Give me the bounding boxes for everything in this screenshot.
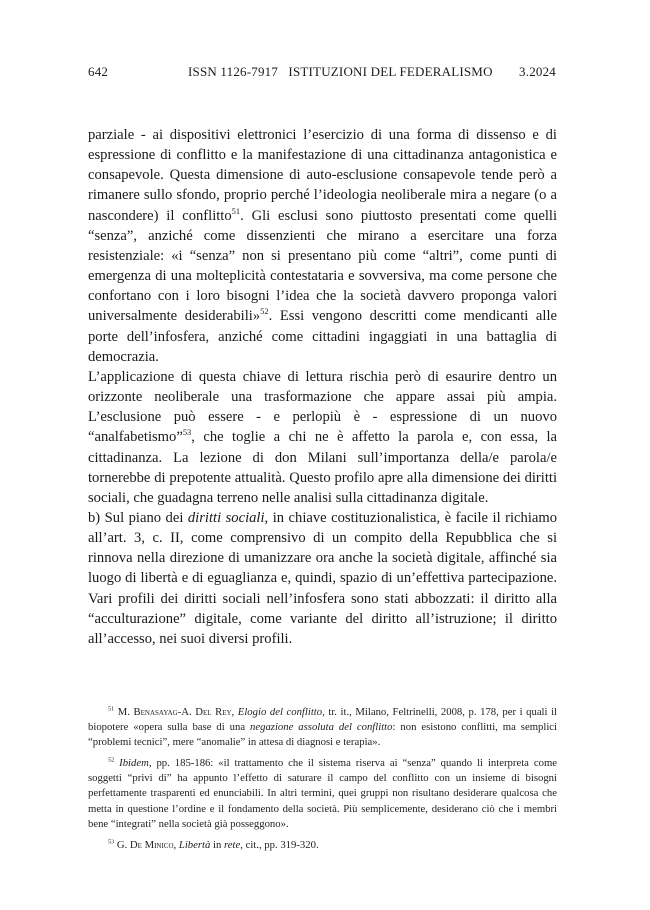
footnotes [88, 705, 557, 859]
issue-number: 3.2024 [519, 64, 556, 79]
footnote-text: : non esistono conflitti, ma semplici “problemi tecnici”, mere “anomalie” in attesa di diagnosi e terapia». [88, 721, 557, 749]
footnote-text: , cit., pp. 319-320. [240, 838, 319, 851]
footnote-ref-53: 53 [182, 427, 192, 438]
footnote-51 [88, 705, 557, 750]
p1-text-a: parziale - ai dispositivi elettronici l’esercizio di una forma di dissenso e di espressione di conflitto e la manifestazione di una cittadinanza antagonistica e consapevole. Questa dimensione di auto-esclusione consapevole tende però a rimanere sullo sfondo, proprio perché l’ideologia neoliberale mira a negare (o a nascondere) il conflitto [88, 127, 557, 224]
footnote-ref-51: 51 [231, 205, 241, 216]
footnote-number: 53 [108, 838, 115, 846]
main-text [88, 125, 557, 649]
p1-text-c: . Essi vengono descritti come mendicanti alle porte dell’infosfera, anziché come cittadini ingaggiati in una battaglia di democrazia. [88, 308, 557, 365]
footnote-52 [88, 756, 557, 831]
footnote-text: , tr. it., Milano, Feltrinelli, 2008, p. 178, per i quali il biopotere «opera sulla base di una [88, 706, 558, 734]
footnote-number: 52 [108, 756, 115, 764]
paragraph-1 [88, 125, 557, 367]
p3-emphasis: diritti sociali [187, 509, 265, 526]
p3-text-a: b) Sul piano dei [88, 509, 188, 526]
paragraph-2 [88, 367, 557, 508]
footnote-emphasis: negazione assoluta del conflitto [250, 721, 393, 734]
footnote-author: G. De Minico [116, 838, 174, 851]
footnote-ref-52: 52 [260, 306, 269, 317]
footnote-title: Libertà [178, 838, 211, 851]
running-header [88, 64, 556, 84]
page-number: 642 [88, 64, 109, 79]
footnote-title: Elogio del conflitto [237, 706, 323, 718]
footnote-author: M. Benasayag-A. Del Rey [117, 706, 232, 718]
p3-text-b: , in chiave costituzionalistica, è facile il richiamo all’art. 3, c. II, come comprensivo di un compito della Repubblica che si rinnova nella direzione di umanizzare ora anche la società digitale, affinché sia luogo di libertà e di eguaglianza e, quindi, spazio di un’effettiva partecipazione. Vari profili dei diritti sociali nell’infosfera sono stati abbozzati: il diritto alla “acculturazione” digitale, come variante del diritto all’istruzione; il diritto all’accesso, nei suoi diversi profili. [88, 509, 557, 647]
footnote-title: Ibidem [119, 757, 149, 770]
paragraph-3 [88, 508, 557, 649]
footnote-separator: , [231, 706, 238, 718]
p1-text-b: . Gli esclusi sono piuttosto presentati come quelli “senza”, anziché come dissenzienti che mirano a esercitare una forza resistenziale: «i “senza” non si presentano più come “altri”, come punti di emergenza di una molteplicità contestataria e sovversiva, ma come persone che confortano con i loro bisogni l’idea che la società davvero proponga valori universalmente desiderabili» [88, 207, 557, 325]
footnote-number: 51 [108, 705, 115, 713]
journal-title: ISSN 1126-7917 ISTITUZIONI DEL FEDERALISMO [188, 64, 493, 79]
footnote-53 [88, 838, 557, 853]
p2-text-b: , che toglie a chi ne è affetto la parola e, con essa, la cittadinanza. La lezione di don Milani sull’importanza della/e parola/e tornerebbe di prepotente attualità. Questo profilo apre alla dimensione dei diritti sociali, che guadagna terreno nelle analisi sulla cittadinanza digitale. [88, 429, 557, 506]
footnote-text: , pp. 185-186: «il trattamento che il sistema riserva ai “senza” quando li interpreta come soggetti “privi di” ha appunto l’effetto di saturare il campo del conflitto con un insieme di bisogni perfettamente trasparenti ed enunciabili. In altri termini, quei gruppi non risultano desiderare qualcosa che metta in questione l’ordine e il fondamento della società. Più semplicemente, desiderano ciò che i membri bene “integrati” nella società già posseggono». [88, 757, 557, 830]
footnote-text: in [210, 838, 225, 851]
p2-text-a: L’applicazione di questa chiave di lettura rischia però di esaurire dentro un orizzonte neoliberale una trasformazione che appare assai più ampia. L’esclusione può essere - e perlopiù è - espressione di un nuovo “analfabetismo” [88, 368, 557, 446]
footnote-separator: , [173, 838, 179, 851]
footnote-title: rete [224, 838, 241, 851]
